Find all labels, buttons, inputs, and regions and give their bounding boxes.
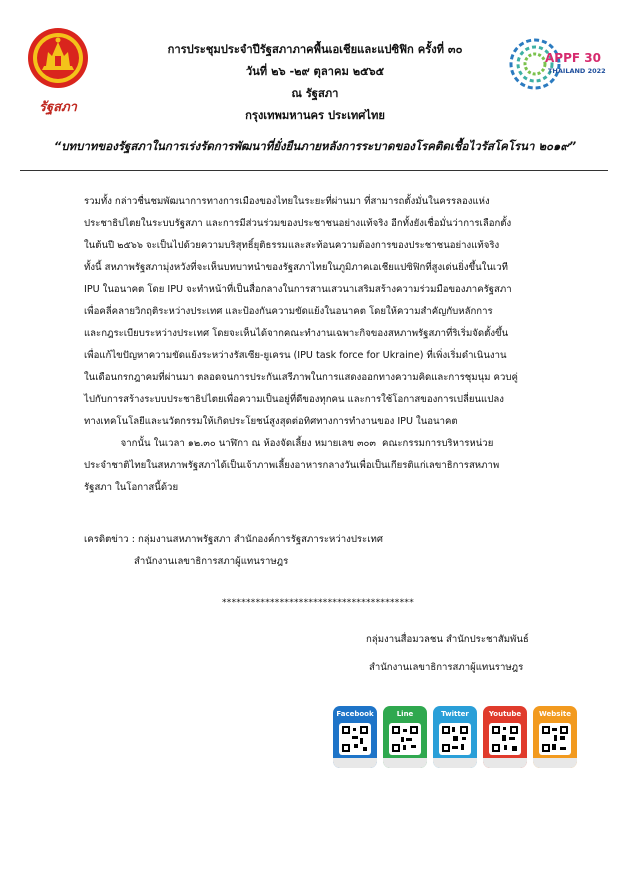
body-line: ในเดือนกรกฎาคมที่ผ่านมา ตลอดจนการประกันเสรีภาพในการแสดงออกทางความคิดและการชุมนุม ควบคู่ [84,372,518,383]
header-date: วันที่ ๒๖ -๒๙ ตุลาคม ๒๕๖๕ [245,65,385,78]
line-label: Line [396,710,414,718]
appf-logo-title: APPF 30 [545,51,601,65]
qr-code-icon [439,723,471,755]
header-divider [20,170,608,171]
body-line: ไปกับการสร้างระบบประชาธิปไตยเพื่อความเป็นอยู่ที่ดีของทุกคน และการใช้โอกาสของการเปลี่ยนแปลง [84,394,504,405]
signature-department: กลุ่มงานสื่อมวลชน สำนักประชาสัมพันธ์ [366,634,529,645]
body-line: รัฐสภา ในโอกาสนี้ด้วย [84,482,179,493]
star-separator: **************************************** [222,598,414,608]
signature-office: สำนักงานเลขาธิการสภาผู้แทนราษฎร [369,662,524,673]
theme-subtitle: “บทบาทของรัฐสภาในการเร่งรัดการพัฒนาที่ยั่งยืนภายหลังการระบาดของโรคติดเชื้อไวรัสโคโรนา ๒๐๑๙” [53,139,577,153]
qr-code-icon [539,723,571,755]
parliament-logo-text: รัฐสภา [39,100,77,115]
body-line: ทางเทคโนโลยีและนวัตกรรมให้เกิดประโยชน์สูงสุดต่อทิศทางการทำงานของ IPU ในอนาคต [84,416,458,427]
body-line: ประจำชาติไทยในสหภาพรัฐสภาได้เป็นเจ้าภาพเลี้ยงอาหารกลางวันเพื่อเป็นเกียรติแก่เลขาธิการสหภาพ [84,460,500,471]
body-line: ประชาธิปไตยในระบบรัฐสภา และการมีส่วนร่วมของประชาชนอย่างแท้จริง อีกทั้งยังเชื่อมั่นว่าการเลือกตั้ง [84,218,512,229]
twitter-label: Twitter [441,710,469,718]
qr-code-icon [339,723,371,755]
youtube-label: Youtube [488,710,522,718]
facebook-tile[interactable] [333,706,377,768]
body-line: ทั้งนี้ สหภาพรัฐสภามุ่งหวังที่จะเห็นบทบาทนำของรัฐสภาไทยในภูมิภาคเอเชียแปซิฟิกที่สูงเด่นยิ่งขึ้นในเวที [84,262,508,273]
youtube-tile[interactable] [483,706,527,768]
body-line: และกฎระเบียบระหว่างประเทศ โดยจะเห็นได้จากคณะทำงานเฉพาะกิจของสหภาพรัฐสภาที่ริเริ่มจัดตั้งขึ้น [84,328,509,339]
header-location: กรุงเทพมหานคร ประเทศไทย [245,109,385,122]
twitter-tile[interactable] [433,706,477,768]
facebook-label: Facebook [336,710,374,718]
line-tile[interactable] [383,706,427,768]
body-line: รวมทั้ง กล่าวชื่นชมพัฒนาการทางการเมืองของไทยในระยะที่ผ่านมา ที่สามารถตั้งมั่นในครรลองแห่ง [84,196,490,207]
appf-logo-subtitle: THAILAND 2022 [548,67,606,75]
news-credit: เครดิตข่าว : กลุ่มงานสหภาพรัฐสภา สำนักองค์การรัฐสภาระหว่างประเทศ [84,534,383,545]
qr-code-icon [389,723,421,755]
website-label: Website [539,710,571,718]
appf-logo [505,30,605,100]
body-line: เพื่อคลี่คลายวิกฤติระหว่างประเทศ และป้องกันความขัดแย้งในอนาคต โดยให้ความสำคัญกับหลักการ [84,306,493,317]
website-tile[interactable] [533,706,577,768]
body-line: เพื่อแก้ไขปัญหาความขัดแย้งระหว่างรัสเซีย-ยูเครน (IPU task force for Ukraine) ที่เพิ่งเริ่มดำเนินงาน [84,350,507,361]
body-line: ในต้นปี ๒๕๖๖ จะเป็นไปด้วยความบริสุทธิ์ยุติธรรมและสะท้อนความต้องการของประชาชนอย่างแท้จริง [84,240,500,251]
header-venue: ณ รัฐสภา [291,87,339,100]
body-line: IPU ในอนาคต โดย IPU จะทำหน้าที่เป็นสื่อกลางในการสานเสวนาเสริมสร้างความร่วมมือของภาครัฐสภา [84,284,512,295]
header-title: การประชุมประจำปีรัฐสภาภาคพื้นเอเชียและแปซิฟิก ครั้งที่ ๓๐ [167,43,463,56]
news-credit-office: สำนักงานเลขาธิการสภาผู้แทนราษฎร [134,556,289,567]
qr-code-icon [489,723,521,755]
body-line: จากนั้น ในเวลา ๑๒.๓๐ นาฬิกา ณ ห้องจัดเลี้ยง หมายเลข ๓๐๓ คณะกรรมการบริหารหน่วย [84,438,494,449]
